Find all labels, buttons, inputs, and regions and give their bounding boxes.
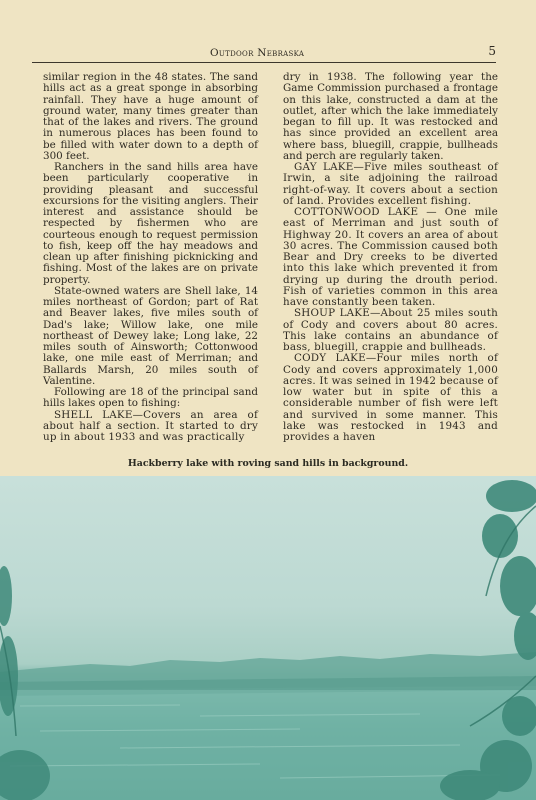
- paragraph: SHELL LAKE—Covers an area of about half a section. It started to dry up in about 1933 and was practically: [43, 408, 258, 443]
- magazine-title: Outdoor Nebraska: [210, 47, 305, 59]
- photo-caption: Hackberry lake with roving sand hills in background.: [127, 458, 409, 469]
- paragraph: CODY LAKE—Four miles north of Cody and covers approximately 1,000 acres. It was seined in 1942 because of low water but in spite of this a considerable number of fish were left and survived in some manner. This lake was restocked in 1943 and provides a haven: [283, 352, 498, 443]
- paragraph: SHOUP LAKE—About 25 miles south of Cody and covers about 80 acres. This lake contains an abundance of bass, bluegill, crappie and bullheads.: [283, 307, 498, 353]
- left-column: [43, 72, 258, 443]
- lake-scene: [0, 476, 536, 800]
- paragraph: GAY LAKE—Five miles southeast of Irwin, a site adjoining the railroad right-of-way. It covers about a section of land. Provides excellent fishing.: [283, 161, 498, 207]
- paragraph: Following are 18 of the principal sand hills lakes open to fishing:: [43, 386, 258, 410]
- page-number: 5: [488, 44, 496, 58]
- paragraph: Ranchers in the sand hills area have been particularly cooperative in providing pleasant and successful excursions for the visiting anglers. Their interest and assistance should be respected by fishermen who are courteous enough to request permission to fish, keep off the hay meadows and clean up after finishing picknicking and fishing. Most of the lakes are on private property.: [43, 161, 258, 286]
- paragraph: State-owned waters are Shell lake, 14 miles northeast of Gordon; part of Rat and Beaver lakes, five miles south of Dad's lake; Willow lake, one mile northeast of Dewey lake; Long lake, 22 miles south of Ainsworth; Cottonwood lake, one mile east of Merriman; and Ballards Marsh, 20 miles south of Valentine.: [43, 284, 258, 387]
- right-column: [283, 72, 498, 443]
- paragraph: dry in 1938. The following year the Game Commission purchased a frontage on this lake, constructed a dam at the outlet, after which the lake immediately began to fill up. It was restocked and has since provided an excellent area where bass, bluegill, crappie, bullheads and perch are regularly taken.: [283, 71, 498, 162]
- paragraph: similar region in the 48 states. The sand hills act as a great sponge in absorbing rainfall. They have a huge amount of ground water, many times greater than that of the lakes and rivers. The ground in numerous places has been found to be filled with water down to a depth of 300 feet.: [43, 71, 258, 162]
- lake-photograph: [0, 476, 536, 800]
- running-header: [32, 46, 496, 63]
- paragraph: COTTONWOOD LAKE — One mile east of Merriman and just south of Highway 20. It covers an area of about 30 acres. The Commission caused both Bear and Dry creeks to be diverted into this lake which prevented it from drying up during the drouth period. Fish of varieties common in this area have constantly been taken.: [283, 206, 498, 308]
